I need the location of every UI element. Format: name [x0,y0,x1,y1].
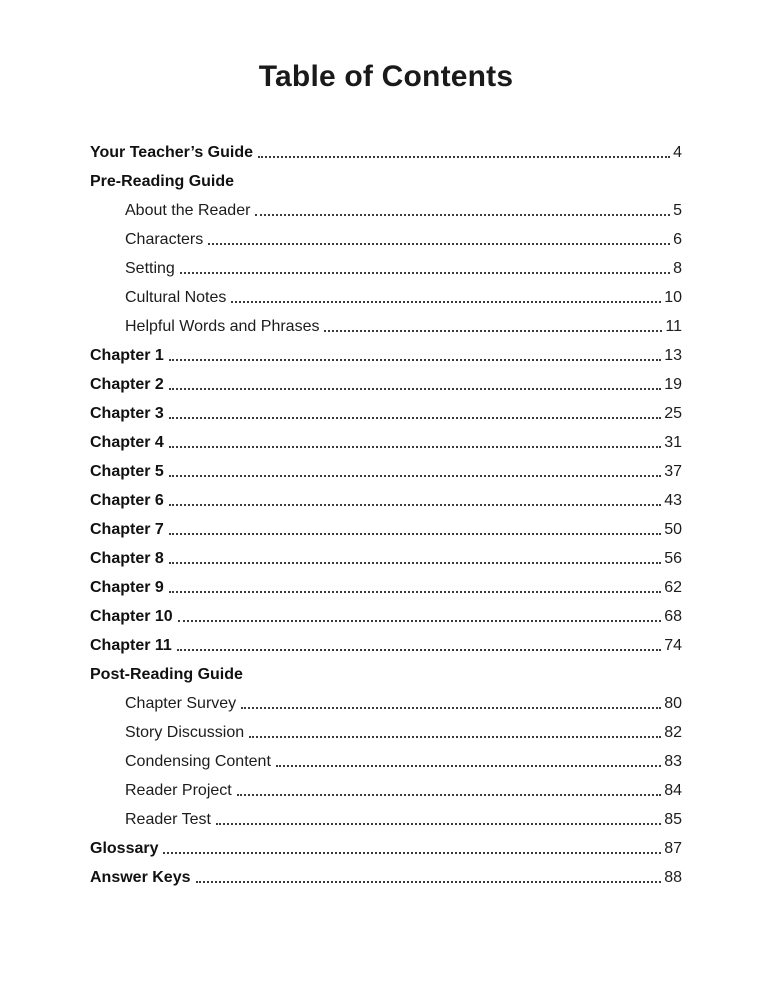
toc-entry [90,689,682,718]
toc-entry-page: 25 [664,405,682,422]
toc-entry [90,544,682,573]
toc-entry-label: About the Reader [125,202,251,219]
toc-entry-page: 85 [664,811,682,828]
dot-leader [169,417,661,419]
toc-entry-page: 10 [664,289,682,306]
toc-entry-label: Chapter 7 [90,521,164,538]
toc-entry [90,863,682,892]
dot-leader [216,823,661,825]
toc-entry-label: Pre-Reading Guide [90,173,235,190]
toc-entry-page: 6 [673,231,682,248]
toc-entry-label: Characters [125,231,204,248]
toc-entry-label: Chapter 8 [90,550,164,567]
toc-entry [90,660,682,689]
toc-entry-page: 83 [664,753,682,770]
toc-entry-page: 88 [664,869,682,886]
toc-entry-page: 80 [664,695,682,712]
toc-entry [90,515,682,544]
toc-entry [90,254,682,283]
toc-entry-page: 87 [664,840,682,857]
toc-entry [90,457,682,486]
toc-entry-label: Chapter 11 [90,637,172,654]
toc-entry-page: 4 [673,144,682,161]
toc-entry-page: 74 [664,637,682,654]
toc-entry-label: Chapter 3 [90,405,164,422]
dot-leader [169,359,661,361]
toc-entry-label: Reader Project [125,782,232,799]
toc-entry [90,341,682,370]
toc-entry [90,805,682,834]
toc-entry-label: Chapter 2 [90,376,164,393]
toc-entry-label: Condensing Content [125,753,271,770]
toc-entry-page: 37 [664,463,682,480]
dot-leader [169,475,661,477]
dot-leader [237,794,661,796]
page-title: Table of Contents [258,60,514,93]
toc-entry-page: 43 [664,492,682,509]
toc-entry [90,370,682,399]
toc-entry-page: 11 [665,318,682,335]
toc-entry-label: Setting [125,260,175,277]
toc-entry-page: 31 [664,434,682,451]
toc-entry [90,631,682,660]
toc-entry [90,834,682,863]
toc-entry-page: 82 [664,724,682,741]
toc-entry-page: 56 [664,550,682,567]
dot-leader [169,533,661,535]
toc-entry-label: Story Discussion [125,724,245,741]
toc-entry [90,486,682,515]
toc-entry [90,428,682,457]
toc-entry-page: 62 [664,579,682,596]
toc-entry-label: Answer Keys [90,869,191,886]
toc-entry [90,776,682,805]
toc-entry-label: Post-Reading Guide [90,666,243,683]
toc-entry [90,283,682,312]
dot-leader [169,388,661,390]
dot-leader [258,156,670,158]
toc-entry-page: 13 [664,347,682,364]
dot-leader [249,736,661,738]
dot-leader [231,301,661,303]
dot-leader [169,562,661,564]
toc-entry [90,312,682,341]
toc-entry-label: Reader Test [125,811,211,828]
toc-entry-label: Chapter 10 [90,608,173,625]
dot-leader [180,272,670,274]
toc-entry-label: Chapter 1 [90,347,164,364]
toc-entry [90,718,682,747]
dot-leader [324,330,662,332]
toc-entry-label: Your Teacher’s Guide [90,144,254,161]
toc-entry-page: 68 [664,608,682,625]
dot-leader [169,504,661,506]
toc-entry-label: Chapter Survey [125,695,237,712]
dot-leader [241,707,661,709]
dot-leader [177,649,661,651]
toc-entry-page: 8 [673,260,682,277]
dot-leader [169,591,661,593]
toc-entry-label: Cultural Notes [125,289,227,306]
toc-entry [90,747,682,776]
toc-entry-label: Chapter 9 [90,579,164,596]
dot-leader [163,852,661,854]
toc-entry [90,573,682,602]
dot-leader [169,446,661,448]
toc-entry-label: Chapter 5 [90,463,164,480]
toc-entry [90,196,682,225]
toc-entry-page: 5 [673,202,682,219]
dot-leader [276,765,661,767]
toc-entry [90,167,682,196]
dot-leader [255,214,670,216]
toc-entry [90,399,682,428]
toc-list [90,138,682,892]
dot-leader [196,881,662,883]
dot-leader [208,243,670,245]
toc-entry-page: 84 [664,782,682,799]
toc-entry [90,602,682,631]
toc-entry-label: Glossary [90,840,159,857]
toc-entry-page: 50 [664,521,682,538]
toc-entry-label: Chapter 6 [90,492,164,509]
toc-entry [90,225,682,254]
toc-entry-label: Helpful Words and Phrases [125,318,320,335]
toc-entry [90,138,682,167]
toc-entry-label: Chapter 4 [90,434,164,451]
toc-entry-page: 19 [664,376,682,393]
dot-leader [178,620,662,622]
